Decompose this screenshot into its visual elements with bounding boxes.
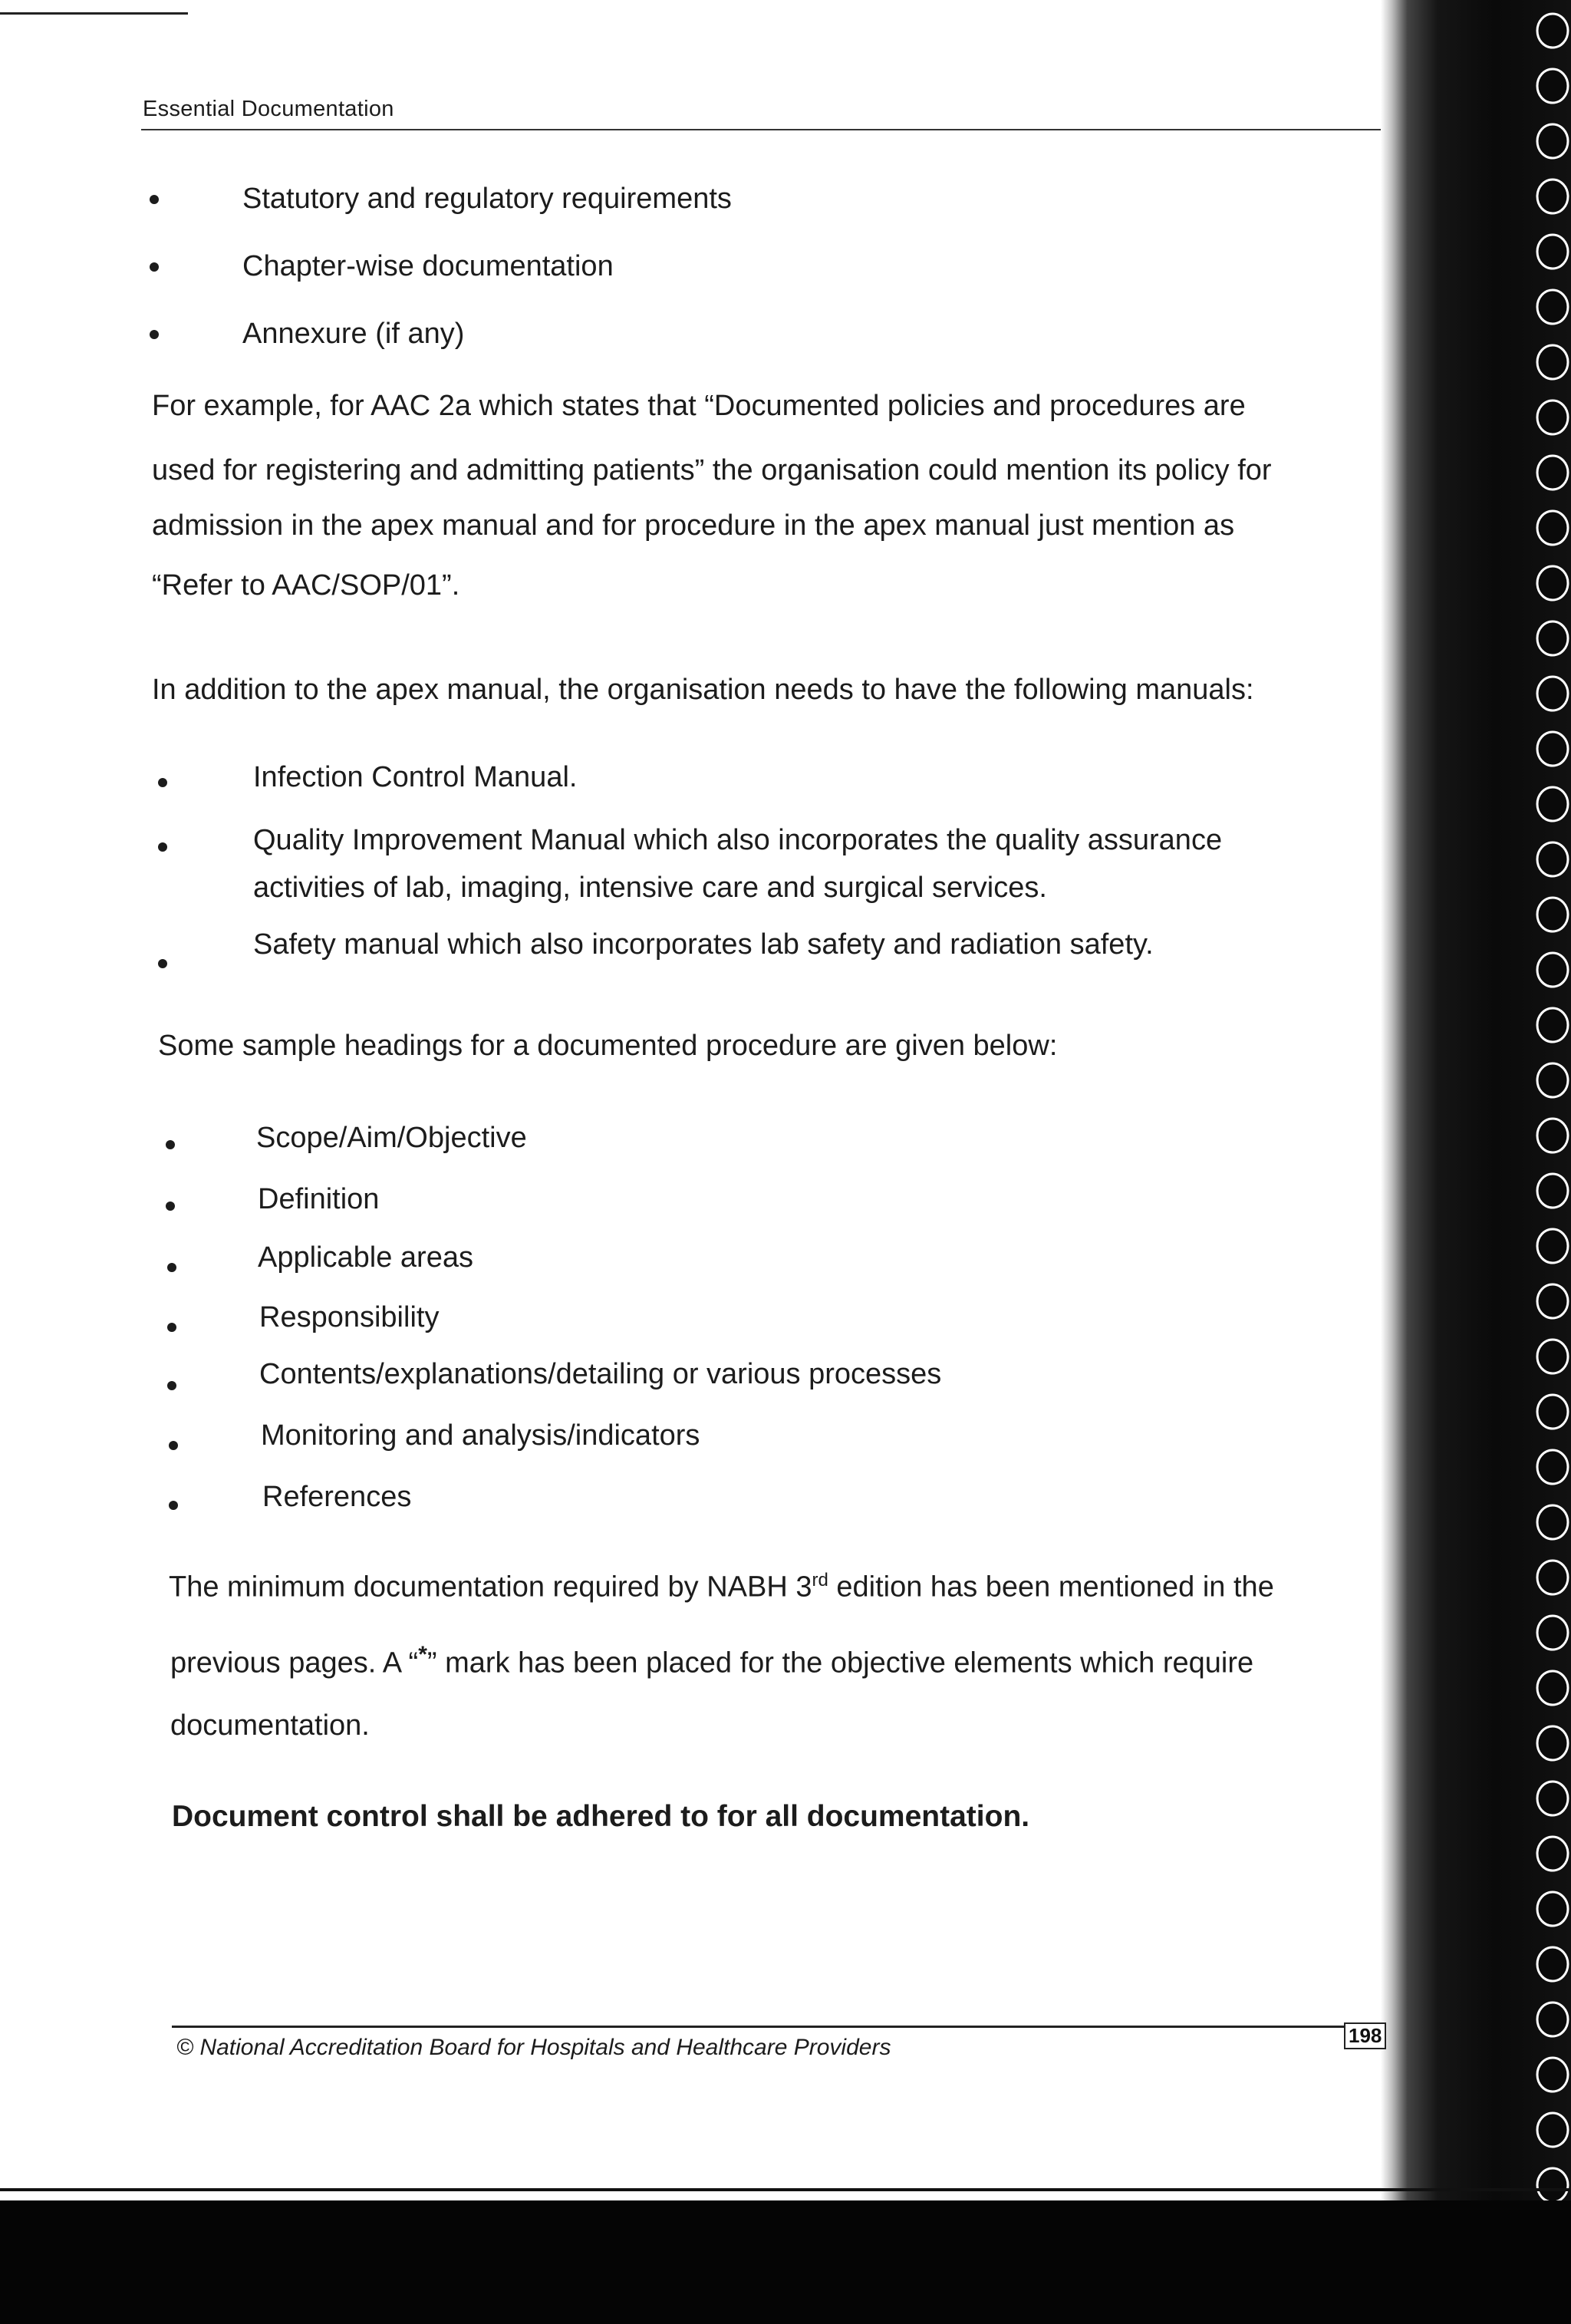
spiral-ring [1537, 235, 1568, 269]
list-item-text: Infection Control Manual. [253, 761, 578, 793]
manuals-intro: In addition to the apex manual, the organisation needs to have the following manuals: [152, 674, 1254, 706]
bullet-icon [167, 1263, 176, 1272]
spiral-ring [1537, 1837, 1568, 1871]
spiral-ring [1537, 953, 1568, 987]
spiral-ring [1537, 401, 1568, 434]
bullet-icon [167, 1381, 176, 1390]
paragraph-text: edition has been mentioned in the [828, 1571, 1274, 1604]
list-item-text: Applicable areas [258, 1241, 473, 1274]
spiral-ring [1537, 180, 1568, 213]
list-item-text: Definition [258, 1183, 380, 1215]
bullet-icon [166, 1140, 175, 1149]
spiral-ring [1537, 1782, 1568, 1815]
bullet-icon [169, 1501, 178, 1510]
list-item-text: Scope/Aim/Objective [256, 1122, 527, 1154]
paragraph-text: The minimum documentation required by NABH 3 [169, 1571, 812, 1604]
spiral-ring [1537, 124, 1568, 158]
list-item-text: References [262, 1481, 412, 1513]
spiral-ring [1537, 787, 1568, 821]
spiral-ring [1537, 456, 1568, 490]
list-item-text: Statutory and regulatory requirements [242, 183, 732, 215]
list-item-text: activities of lab, imaging, intensive care and surgical services. [253, 872, 1047, 904]
paragraph-line: For example, for AAC 2a which states that “Documented policies and procedures are [152, 390, 1246, 422]
spiral-ring [1537, 69, 1568, 103]
bullet-icon [169, 1441, 178, 1450]
spiral-ring [1537, 1229, 1568, 1263]
list-item-text: Monitoring and analysis/indicators [261, 1419, 700, 1452]
list-item-text: Annexure (if any) [242, 318, 465, 350]
spiral-ring [1537, 842, 1568, 876]
asterisk-mark: * [418, 1642, 427, 1667]
list-item-text: Quality Improvement Manual which also incorporates the quality assurance [253, 824, 1223, 856]
spiral-ring [1537, 732, 1568, 766]
paragraph-line: “Refer to AAC/SOP/01”. [152, 569, 460, 602]
spiral-ring [1537, 898, 1568, 931]
paragraph-line [169, 1570, 1274, 1604]
spiral-ring [1537, 2168, 1568, 2200]
spiral-ring [1537, 566, 1568, 600]
scan-shadow-bar [0, 2200, 1571, 2324]
spiral-ring [1537, 677, 1568, 710]
bottom-rule [0, 2188, 1571, 2191]
bullet-icon [166, 1202, 175, 1211]
spiral-ring [1537, 290, 1568, 324]
spiral-ring [1537, 2003, 1568, 2036]
spiral-ring [1537, 1174, 1568, 1208]
spiral-ring [1537, 1284, 1568, 1318]
spiral-ring [1537, 2113, 1568, 2147]
spiral-ring [1537, 2058, 1568, 2092]
spiral-ring [1537, 511, 1568, 545]
paragraph-text: previous pages. A “ [170, 1647, 419, 1680]
superscript: rd [812, 1570, 828, 1591]
spiral-ring [1537, 1063, 1568, 1097]
top-rule [0, 12, 188, 15]
spiral-ring [1537, 1892, 1568, 1926]
list-item-text: Safety manual which also incorporates lab safety and radiation safety. [253, 928, 1154, 961]
spiral-ring [1537, 1505, 1568, 1539]
paragraph-text: ” mark has been placed for the objective elements which require [427, 1647, 1254, 1680]
header-rule [141, 129, 1399, 130]
list-item-text: Chapter-wise documentation [242, 250, 614, 282]
spiral-ring [1537, 1119, 1568, 1152]
bullet-icon [167, 1323, 176, 1332]
spiral-ring [1537, 1726, 1568, 1760]
headings-intro: Some sample headings for a documented procedure are given below: [158, 1030, 1058, 1062]
bullet-icon [158, 778, 167, 787]
list-item [146, 184, 1296, 213]
copyright-footer: © National Accreditation Board for Hospitals and Healthcare Providers [176, 2035, 891, 2060]
spiral-ring [1537, 14, 1568, 48]
document-control-note: Document control shall be adhered to for all documentation. [172, 1800, 1030, 1833]
bullet-icon [150, 262, 159, 272]
spiral-ring [1537, 1450, 1568, 1484]
bullet-icon [158, 842, 167, 852]
bullet-icon [150, 195, 159, 204]
list-item [146, 319, 1296, 348]
spiral-ring [1537, 1561, 1568, 1594]
list-item-text: Contents/explanations/detailing or various processes [259, 1358, 942, 1390]
spiral-ring [1537, 1671, 1568, 1705]
paragraph-line: used for registering and admitting patients” the organisation could mention its policy for [152, 454, 1272, 486]
bullet-icon [158, 959, 167, 968]
paragraph-line [170, 1642, 1253, 1680]
paragraph-line: documentation. [170, 1709, 370, 1742]
spiral-ring [1537, 1008, 1568, 1042]
requirements-list [146, 184, 1296, 348]
footer-rule [172, 2026, 1399, 2028]
spiral-ring [1537, 1947, 1568, 1981]
spiral-rings-icon [1533, 0, 1571, 2200]
spiral-ring [1537, 1395, 1568, 1429]
spiral-ring [1537, 621, 1568, 655]
paragraph-line: admission in the apex manual and for procedure in the apex manual just mention as [152, 509, 1235, 542]
spiral-ring [1537, 1340, 1568, 1373]
spiral-ring [1537, 1616, 1568, 1650]
list-item-text: Responsibility [259, 1301, 440, 1333]
running-head: Essential Documentation [143, 97, 394, 121]
list-item [146, 252, 1296, 281]
page-number: 198 [1344, 2022, 1386, 2049]
bullet-icon [150, 330, 159, 339]
spiral-ring [1537, 345, 1568, 379]
